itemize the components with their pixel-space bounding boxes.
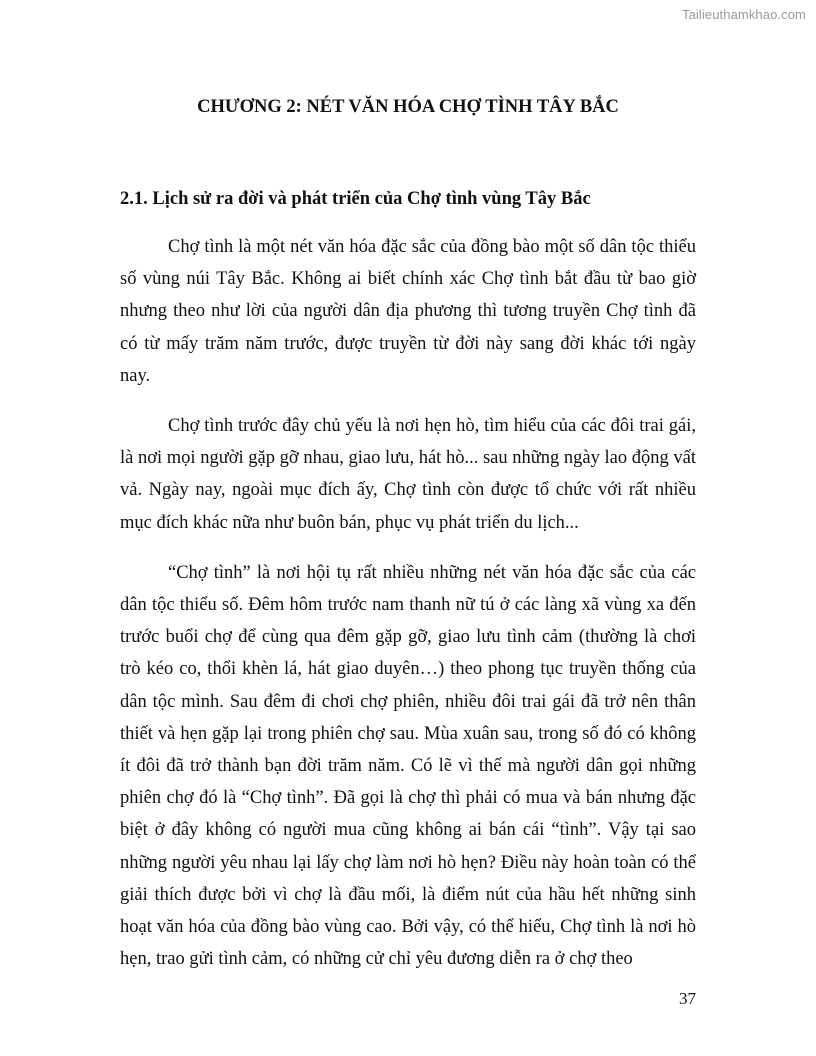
body-text bbox=[120, 231, 696, 975]
paragraph: “Chợ tình” là nơi hội tụ rất nhiều những nét văn hóa đặc sắc của các dân tộc thiểu số. Đêm hôm trước nam thanh nữ tú ở các làng xã vùng xa đến trước buổi chợ để cùng qua đêm gặp gỡ, giao lưu tình cảm (thường là chơi trò kéo co, thổi khèn lá, hát giao duyên…) theo phong tục truyền thống của dân tộc mình. Sau đêm đi chơi chợ phiên, nhiều đôi trai gái đã trở nên thân thiết và hẹn gặp lại trong phiên chợ sau. Mùa xuân sau, trong số đó có không ít đôi đã trở thành bạn đời trăm năm. Có lẽ vì thế mà người dân gọi những phiên chợ đó là “Chợ tình”. Đã gọi là chợ thì phải có mua và bán nhưng đặc biệt ở đây không có người mua cũng không ai bán cái “tình”. Vậy tại sao những người yêu nhau lại lấy chợ làm nơi hò hẹn? Điều này hoàn toàn có thể giải thích được bởi vì chợ là đầu mối, là điểm nút của hầu hết những sinh hoạt văn hóa của đồng bào vùng cao. Bởi vậy, có thể hiểu, Chợ tình là nơi hò hẹn, trao gửi tình cảm, có những cử chỉ yêu đương diễn ra ở chợ theo bbox=[120, 562, 696, 970]
page-number: 37 bbox=[679, 989, 696, 1008]
watermark: Tailieuthamkhao.com bbox=[681, 7, 806, 22]
paragraph: Chợ tình là một nét văn hóa đặc sắc của đồng bào một số dân tộc thiểu số vùng núi Tây Bắc. Không ai biết chính xác Chợ tình bắt đầu từ bao giờ nhưng theo như lời của người dân địa phương thì tương truyền Chợ tình đã có từ mấy trăm năm trước, được truyền từ đời này sang đời khác tới ngày nay. bbox=[120, 237, 696, 386]
chapter-title: CHƯƠNG 2: NÉT VĂN HÓA CHỢ TÌNH TÂY BẮC bbox=[197, 97, 619, 117]
section-heading: 2.1. Lịch sử ra đời và phát triển của Chợ tình vùng Tây Bắc bbox=[120, 189, 591, 209]
paragraph: Chợ tình trước đây chủ yếu là nơi hẹn hò, tìm hiểu của các đôi trai gái, là nơi mọi người gặp gỡ nhau, giao lưu, hát hò... sau những ngày lao động vất vả. Ngày nay, ngoài mục đích ấy, Chợ tình còn được tổ chức với rất nhiều mục đích khác nữa như buôn bán, phục vụ phát triển du lịch... bbox=[120, 416, 696, 533]
